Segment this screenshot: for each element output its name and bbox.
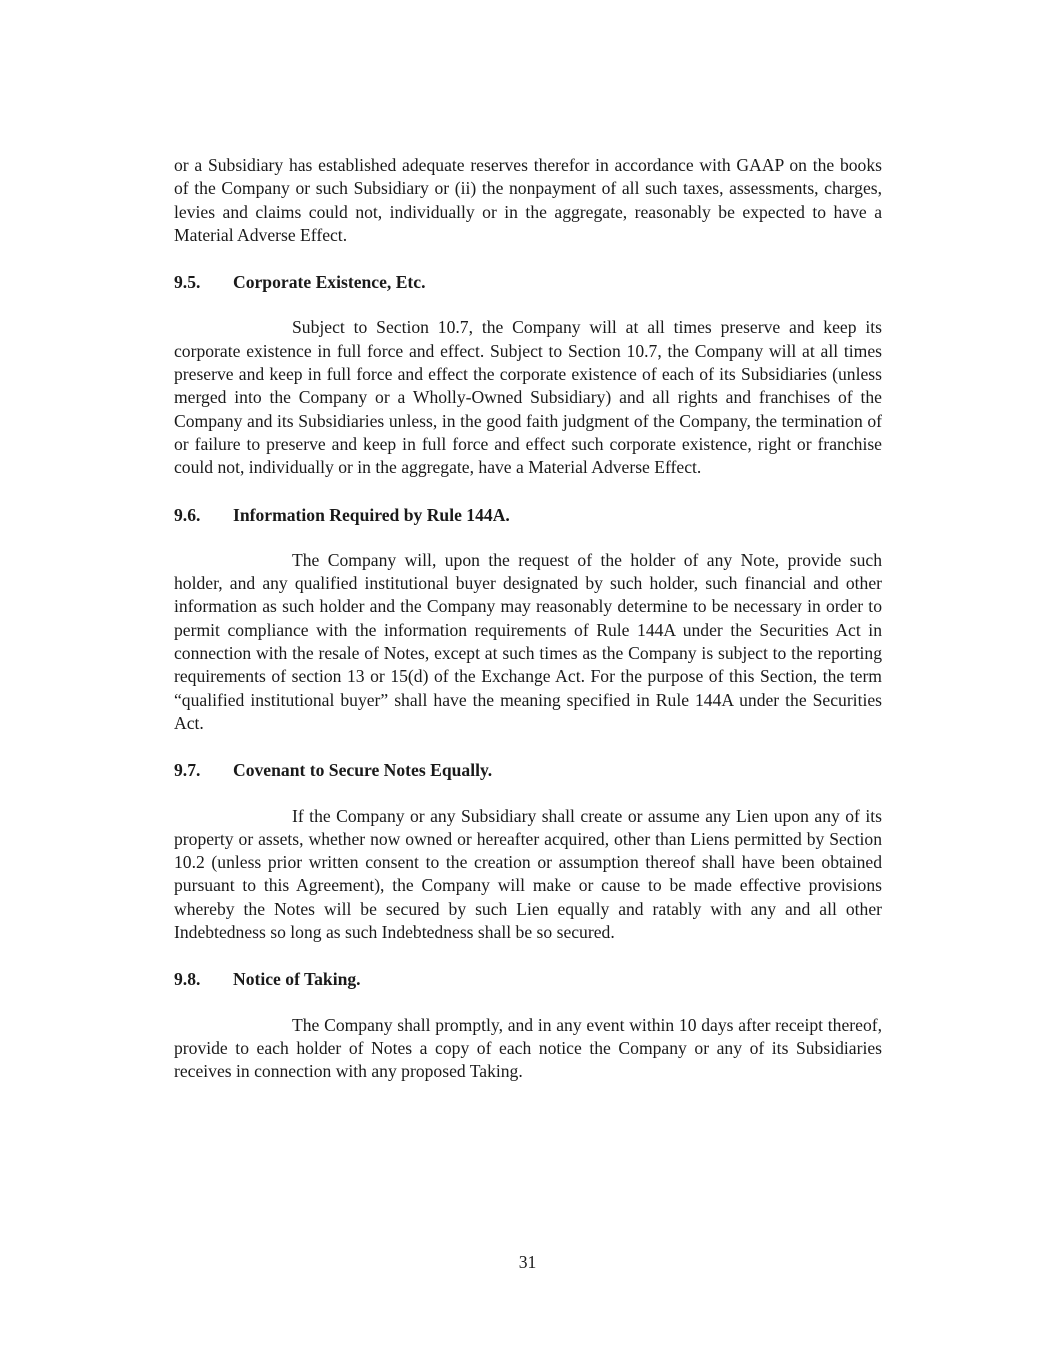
- section-body: Subject to Section 10.7, the Company will at all times preserve and keep its corporate existence in full force and effect. Subject to Section 10.7, the Company will at all times preserve and keep in full force and effect the corporate existence of each of its Subsidiaries (unless merged into the Company or a Wholly-Owned Subsidiary) and all rights and franchises of the Company and its Subsidiaries unless, in the good faith judgment of the Company, the termination of or failure to preserve and keep in full force and effect such corporate existence, right or franchise could not, individually or in the aggregate, have a Material Adverse Effect.: [174, 317, 882, 478]
- section-title: Covenant to Secure Notes Equally.: [233, 760, 493, 781]
- section-9-6: [174, 504, 882, 736]
- intro-paragraph: or a Subsidiary has established adequate reserves therefor in accordance with GAAP on the books of the Company or such Subsidiary or (ii) the nonpayment of all such taxes, assessments, charges, levies and claims could not, individually or in the aggregate, reasonably be expected to have a Material Adverse Effect.: [174, 155, 882, 245]
- section-heading: [174, 504, 882, 527]
- section-number: 9.5.: [174, 272, 201, 293]
- section-number: 9.6.: [174, 504, 201, 525]
- section-number: 9.8.: [174, 969, 201, 990]
- section-body: The Company shall promptly, and in any event within 10 days after receipt thereof, provide to each holder of Notes a copy of each notice the Company or any of its Subsidiaries receives in connection with any proposed Taking.: [174, 1014, 882, 1082]
- section-title: Notice of Taking.: [233, 969, 361, 990]
- section-heading: [174, 759, 882, 782]
- section-title: Information Required by Rule 144A.: [233, 504, 510, 525]
- section-9-5: [174, 271, 882, 479]
- section-title: Corporate Existence, Etc.: [233, 272, 426, 293]
- section-body: The Company will, upon the request of the holder of any Note, provide such holder, and any qualified institutional buyer designated by such holder, such financial and other information as such holder and the Company may reasonably determine to be necessary in order to permit compliance with the information requirements of Rule 144A under the Securities Act in connection with the resale of Notes, except at such times as the Company is subject to the reporting requirements of section 13 or 15(d) of the Exchange Act. For the purpose of this Section, the term “qualified institutional buyer” shall have the meaning specified in Rule 144A under the Securities Act.: [174, 549, 882, 733]
- section-heading: [174, 271, 882, 294]
- section-9-8: [174, 968, 882, 1083]
- section-9-7: [174, 759, 882, 944]
- page-number: 31: [518, 1252, 537, 1272]
- section-body: If the Company or any Subsidiary shall create or assume any Lien upon any of its property or assets, whether now owned or hereafter acquired, other than Liens permitted by Section 10.2 (unless prior written consent to the creation or assumption thereof shall have been obtained pursuant to this Agreement), the Company will make or cause to be made effective provisions whereby the Notes will be secured by such Lien equally and ratably with any and all other Indebtedness so long as such Indebtedness shall be so secured.: [174, 805, 882, 943]
- document-page: [174, 154, 882, 1084]
- section-heading: [174, 968, 882, 991]
- section-number: 9.7.: [174, 760, 201, 781]
